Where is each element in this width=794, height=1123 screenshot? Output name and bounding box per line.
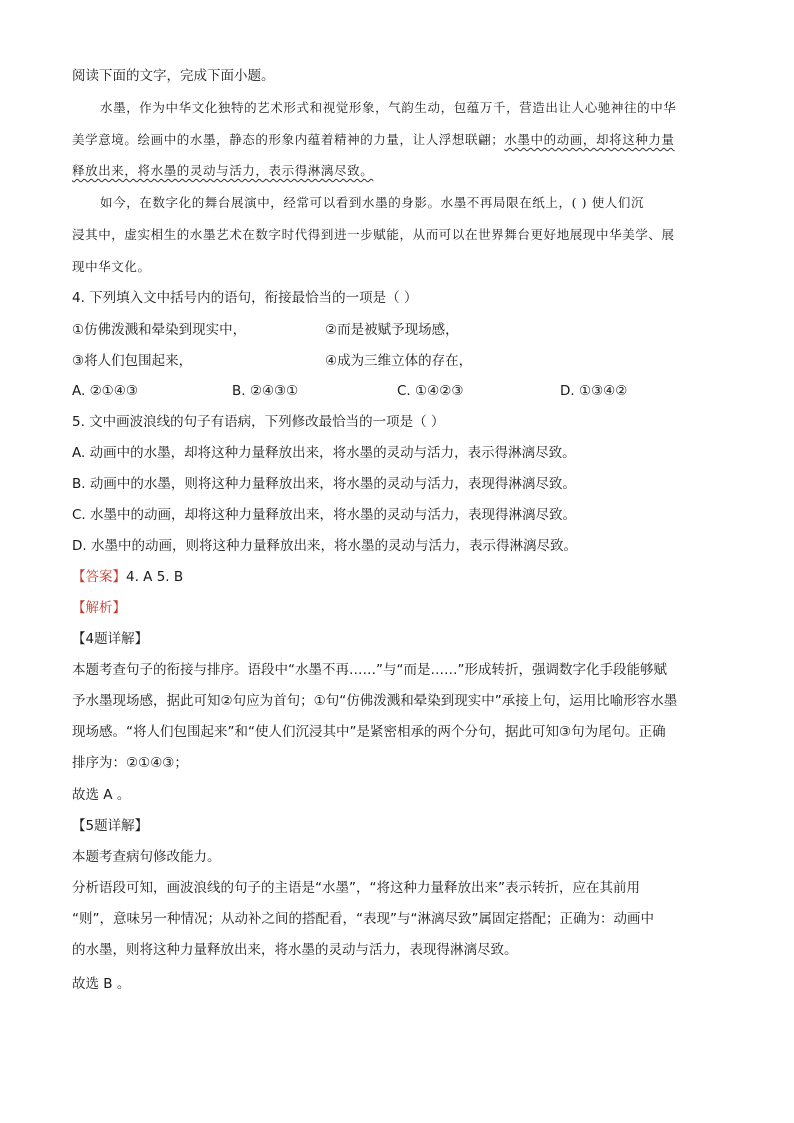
- detail-4-line: 本题考查句子的衔接与排序。语段中“水墨不再……”与“而是……”形成转折，强调数字化手段能够赋: [72, 662, 667, 678]
- detail-5-title: 【5题详解】: [72, 818, 149, 834]
- intro-text: 阅读下面的文字，完成下面小题。: [72, 68, 275, 84]
- detail-5-line: 本题考查病句修改能力。: [72, 849, 221, 865]
- q5-option-c: C. 水墨中的动画，却将这种力量释放出来，将水墨的灵动与活力，表现得淋漓尽致。: [72, 507, 577, 523]
- detail-5-line: 分析语段可知，画波浪线的句子的主语是“水墨”，“将这种力量释放出来”表示转折，应在其前用: [72, 880, 640, 896]
- q4-sentence-2: ②而是被赋予现场感，: [325, 322, 459, 338]
- analysis-label: 【解析】: [72, 600, 126, 616]
- passage-line: 现中华文化。: [72, 259, 151, 274]
- passage-line: 水墨，作为中华文化独特的艺术形式和视觉形象，气韵生动，包蕴万千，营造出让人心驰神往的中华: [100, 100, 677, 115]
- q4-option-d: D. ①③④②: [560, 383, 628, 399]
- detail-4-title: 【4题详解】: [72, 631, 149, 647]
- q5-option-d: D. 水墨中的动画，则将这种力量释放出来，将水墨的灵动与活力，表示得淋漓尽致。: [72, 538, 577, 554]
- detail-5-conclusion: 故选 B 。: [72, 976, 131, 992]
- q4-sentence-row: [72, 320, 246, 340]
- wavy-underlined-sentence: 水墨中的动画，却将这种力量: [504, 132, 675, 147]
- question-5-stem: 5. 文中画波浪线的句子有语病，下列修改最恰当的一项是（ ）: [72, 414, 445, 430]
- passage-line: 如今，在数字化的舞台展演中，经常可以看到水墨的身影。水墨不再局限在纸上，( ) 使人们沉: [100, 195, 645, 210]
- detail-4-line: 排序为：②①④③；: [72, 755, 188, 771]
- answer-label: 【答案】: [72, 569, 126, 585]
- passage-line: [72, 161, 373, 181]
- answer-text: 4. A 5. B: [126, 569, 184, 585]
- q5-option-a: A. 动画中的水墨，却将这种力量释放出来，将水墨的灵动与活力，表示得淋漓尽致。: [72, 445, 576, 461]
- detail-5-line: 的水墨，则将这种力量释放出来，将水墨的灵动与活力，表现得淋漓尽致。: [72, 942, 518, 958]
- detail-5-line: “则”，意味另一种情况；从动补之间的搭配看，“表现”与“淋漓尽致”属固定搭配；正确为：动画中: [72, 911, 654, 927]
- wavy-underlined-sentence: 释放出来，将水墨的灵动与活力，表示得淋漓尽致。: [72, 163, 374, 178]
- q5-option-b: B. 动画中的水墨，则将这种力量释放出来，将水墨的灵动与活力，表现得淋漓尽致。: [72, 476, 576, 492]
- q4-option-b: B. ②④③①: [232, 383, 299, 399]
- q4-sentence-1: ①仿佛泼溅和晕染到现实中，: [72, 322, 247, 338]
- answer-line: [72, 567, 183, 587]
- passage-line: [72, 130, 675, 150]
- detail-4-conclusion: 故选 A 。: [72, 787, 131, 803]
- detail-4-line: 现场感。“将人们包围起来”和“使人们沉浸其中”是紧密相承的两个分句，据此可知③句为尾句。正确: [72, 724, 666, 740]
- passage-line: 浸其中，虚实相生的水墨艺术在数字时代得到进一步赋能，从而可以在世界舞台更好地展现中华美学、展: [72, 227, 675, 242]
- q4-sentence-3: ③将人们包围起来，: [72, 353, 193, 369]
- q4-sentence-4: ④成为三维立体的存在，: [325, 353, 473, 369]
- question-4-stem: 4. 下列填入文中括号内的语句，衔接最恰当的一项是（ ）: [72, 290, 418, 306]
- q4-option-a: A. ②①④③: [72, 383, 138, 399]
- passage-text: 美学意境。绘画中的水墨，静态的形象内蕴着精神的力量，让人浮想联翩；: [72, 132, 505, 147]
- q4-option-c: C. ①④②③: [397, 383, 464, 399]
- detail-4-line: 予水墨现场感，据此可知②句应为首句；①句“仿佛泼溅和晕染到现实中”承接上句，运用比喻形容水墨: [72, 693, 678, 709]
